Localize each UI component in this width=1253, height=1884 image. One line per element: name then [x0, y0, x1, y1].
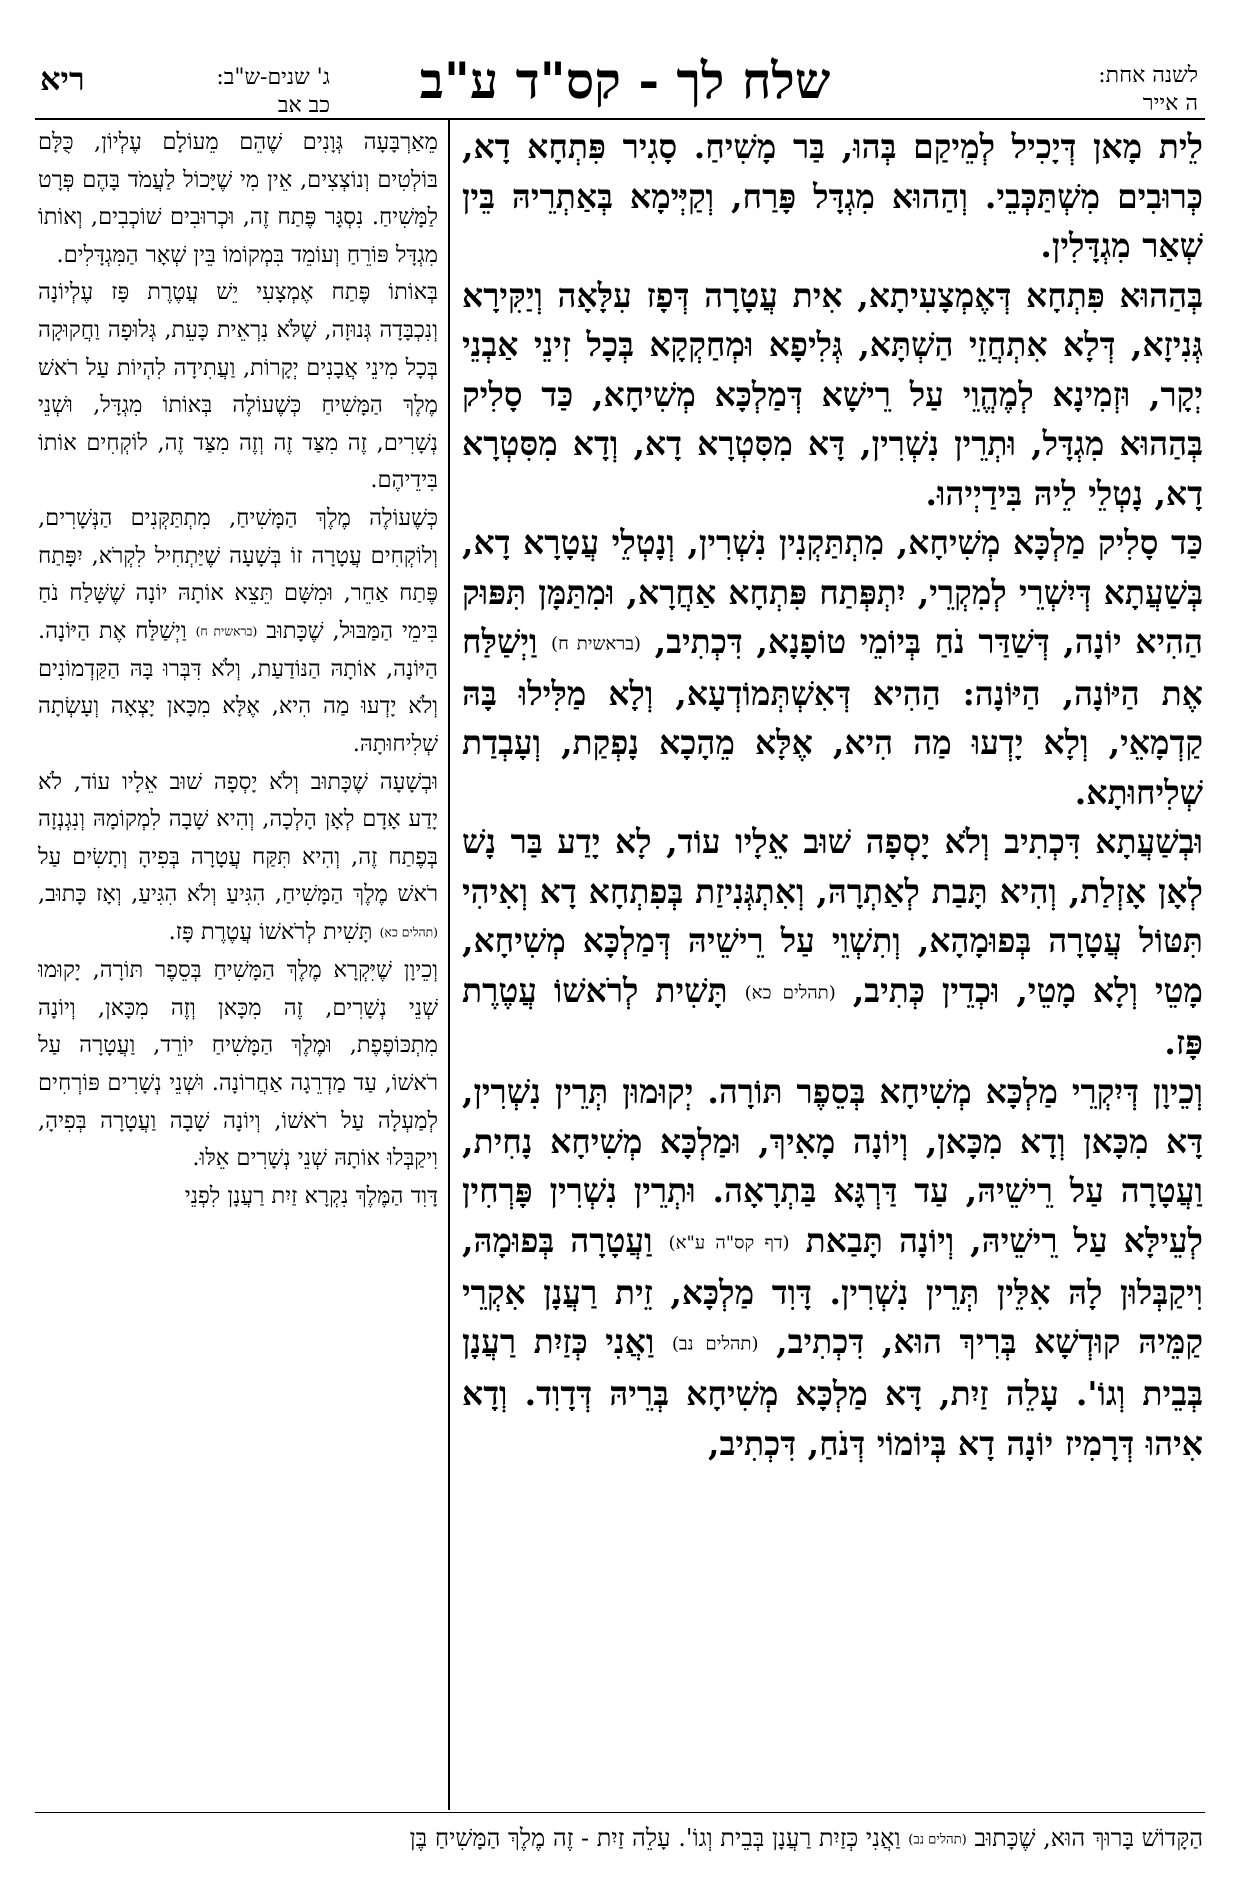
header-schedule-one-year	[958, 62, 1198, 118]
schedule-three-date: כב אב	[277, 93, 330, 118]
paragraph-text: וַאֲנִי כְּזַיִת רַעֲנָן בְּבֵית וְגוֹ'. עָלֵה זַיִת, דָּא מַלְכָּא מְשִׁיחָא בְּרֵיהּ דְּדָוִד. וְדָא אִיהוּ דְּרָמִיז יוֹנָה דָא בְּיוֹמוֹי דְּנֹחַ, דִּכְתִיב,	[462, 1322, 1203, 1463]
verse-reference: (תהלים כא)	[379, 925, 438, 940]
verse-reference: (תהלים נב)	[671, 1333, 759, 1355]
column-divider	[448, 118, 450, 1810]
paragraph-text: תָּשִׁית לְרֹאשׁוֹ עֲטֶרֶת פָּז.	[168, 919, 373, 945]
page-reference: (דף קס"ה ע"א)	[668, 1232, 790, 1254]
paragraph: בְּאוֹתוֹ פֶּתַח אֶמְצָעִי יֵשׁ עֲטֶרֶת פָּז עֶלְיוֹנָה וְנִכְבָּדָה גְּנוּזָה, שֶׁלֹּא נִרְאֵית כָּעֵת, גְּלוּפָה וַחֲקוּקָה בְּכָל מִינֵי אֲבָנִים יְקָרוֹת, וַעֲתִידָה לִהְיוֹת עַל רֹאשׁ מֶלֶךְ הַמָּשִׁיחַ כְּשֶׁעוֹלֶה בְּאוֹתוֹ מִגְדָּל, וּשְׁנֵי נְשָׁרִים, זֶה מִצַּד זֶה וְזֶה מִצַּד זֶה, לוֹקְחִים אוֹתוֹ בִּידֵיהֶם.	[38, 279, 438, 494]
verse-reference: (בראשית ח)	[195, 624, 258, 639]
schedule-three-years	[100, 64, 330, 120]
schedule-label: לשנה אחת:	[1098, 63, 1198, 88]
paragraph: מֵאַרְבָּעָה גְּוָנִים שֶׁהֵם מֵעוֹלָם עֶלְיוֹן, כֻּלָּם בּוֹלְטִים וְנוֹצְצִים, אֵין מִי שֶׁיָּכוֹל לַעֲמֹד בָּהֶם פְּרָט לַמָּשִׁיחַ. נִסְגָּר פֶּתַח זֶה, וּכְרוּבִים שׁוֹכְבִים, וְאוֹתוֹ מִגְדָּל פּוֹרֵחַ וְעוֹמֵד בִּמְקוֹמוֹ בֵּין שְׁאָר הַמִּגְדָּלִים.	[38, 129, 438, 268]
paragraph	[462, 1067, 1203, 1468]
footer-continuation	[38, 1818, 1203, 1862]
paragraph-text: תָּשִׁית לְרֹאשׁוֹ עֲטֶרֶת פָּז.	[462, 970, 1203, 1062]
paragraph: בְּהַהוּא פִּתְחָא דְּאֶמְצָעִיתָא, אִית עֲטָרָה דְּפָז עִלָּאָה וְיַקִּירָא גְּנִיזָא, דְּלָא אִתְחֲזֵי הַשְׁתָּא, גְּלִיפָא וּמְחַקְקָא בְּכָל זִינֵי אַבְנֵי יְקָר, וּזְמִינָא לְמֶהֱוֵי עַל רֵישָׁא דְּמַלְכָּא מְשִׁיחָא, כַּד סָלִיק בְּהַהוּא מִגְדָּל, וּתְרֵין נִשְׁרִין, דָּא מִסִּטְרָא דָא, וְדָא מִסִּטְרָא דָא, נָטְלֵי לֵיהּ בִּידַיְיהוּ.	[462, 275, 1203, 513]
header-divider	[35, 118, 1205, 120]
paragraph: וְכֵיוָן שֶׁיִּקְרָא מֶלֶךְ הַמָּשִׁיחַ בְּסֵפֶר תּוֹרָה, יָקוּמוּ שְׁנֵי נְשָׁרִים, זֶה מִכָּאן וְזֶה מִכָּאן, וְיוֹנָה מִתְכּוֹפֶפֶת, וּמֶלֶךְ הַמָּשִׁיחַ יוֹרֵד, וַעֲטָרָה עַל רֹאשׁוֹ, עַד מַדְרֵגָה אַחֲרוֹנָה. וּשְׁנֵי נְשָׁרִים פּוֹרְחִים לְמַעְלָה עַל רֹאשׁוֹ, וְיוֹנָה שָׁבָה וַעֲטָרָה בְּפִיהָ, וִיקַבְּלוּ אוֹתָהּ שְׁנֵי נְשָׁרִים אֵלּוּ.	[38, 957, 438, 1172]
paragraph-text: וְכֵיוָן דְּיִקְרֵי מַלְכָּא מְשִׁיחָא בְּסֵפֶר תּוֹרָה. יְקוּמוּן תְּרֵין נִשְׁרִין, דָּא מִכָּאן וְדָא מִכָּאן, וְיוֹנָה מָאִיךְ, וּמַלְכָּא מְשִׁיחָא נָחִית, וַעֲטָרָה עַל רֵישֵׁיהּ, עַד דַּרְגָּא בַּתְרָאָה. וּתְרֵין נִשְׁרִין פָּרְחִין לְעֵילָּא עַל רֵישֵׁיהּ, וְיוֹנָה תָּבַאת	[462, 1072, 1203, 1260]
footer-divider	[35, 1812, 1205, 1813]
schedule-date: ה אייר	[1142, 91, 1198, 116]
paragraph-text: וַיְשַׁלַּח אֶת הַיּוֹנָה. הַיּוֹנָה, אוֹתָהּ הַנּוֹדַעַת, וְלֹא דִּבְּרוּ בָּהּ הַקַּדְמוֹנִים וְלֹא יָדְעוּ מַה הִיא, אֶלָּא מִכָּאן יָצְאָה וְעָשְׂתָה שְׁלִיחוּתָהּ.	[38, 617, 438, 758]
verse-reference: (תהלים כא)	[744, 982, 836, 1004]
paragraph: לֵית מָאן דְּיָכִיל לְמֵיקַם בְּהוּ, בַּר מָשִׁיחַ. סָגִיר פִּתְחָא דָא, כְּרוּבִים מִשְׁתַּכְּבֵי. וְהַהוּא מִגְדָּל פָּרַח, וְקַיְּימָא בְּאַתְרֵיהּ בֵּין שְׁאַר מִגְדָּלִין.	[462, 127, 1203, 265]
page-title: שלח לך - קס"ד ע"ב	[419, 51, 831, 110]
paragraph	[38, 764, 438, 953]
verse-reference: (בראשית ח)	[551, 633, 642, 655]
hebrew-translation-column	[38, 124, 438, 1812]
schedule-three-label: ג' שנים-ש"ב:	[216, 65, 330, 90]
verse-reference: (תהלים נב)	[908, 1832, 967, 1848]
paragraph	[462, 817, 1203, 1067]
paragraph-text: וּבְשַׁעֲתָא דִּכְתִיב וְלֹא יָסְפָה שׁוּב אֵלָיו עוֹד, לָא יָדַע בַּר נָשׁ לְאָן אָזְלַת, וְהִיא תָּבַת לְאַתְרָהּ, וְאִתְגְּנִיזַת בְּפִתְחָא דָא וְאִיהִי תִּטּוֹל עֲטָרָה בְּפוּמָהָא, וְתִשְׁוֵי עַל רֵישֵׁיהּ דְּמַלְכָּא מְשִׁיחָא, מָטֵי וְלָא מָטֵי, וּכְדֵין כְּתִיב,	[462, 822, 1203, 1010]
paragraph	[38, 500, 438, 764]
paragraph	[462, 518, 1203, 817]
paragraph-text: כַּד סָלִיק מַלְכָּא מְשִׁיחָא, מִתְתַּקְנִין נִשְׁרִין, וְנָטְלֵי עֲטָרָא דָא, בְּשַׁעֲתָא דְּיִשְׁרֵי לְמִקְרֵי, יִתְפְּתַח פִּתְחָא אַחֲרָא, וּמִתַּמָּן תִּפּוּק הַהִיא יוֹנָה, דְּשַׁדַּר נֹחַ בְּיוֹמֵי טוֹפָנָא, דִּכְתִיב,	[462, 523, 1203, 661]
paragraph-text: וַעֲטָרָה בְּפוּמָהּ, וִיקַבְּלוּן לָהּ אִלֵּין תְּרֵין נִשְׁרִין. דָּוִד מַלְכָּא, זֵית רַעֲנָן אִקְרֵי קַמֵּיהּ קוּדְשָׁא בְּרִיךְ הוּא, דִּכְתִיב,	[462, 1220, 1203, 1362]
paragraph-text: כְּשֶׁעוֹלֶה מֶלֶךְ הַמָּשִׁיחַ, מִתְתַּקְּנִים הַנְּשָׁרִים, וְלוֹקְחִים עֲטָרָה זוֹ בְּשָׁעָה שֶׁיַּתְחִיל לִקְרֹא, יִפָּתַח פֶּתַח אַחֵר, וּמִשָּׁם תֵּצֵא אוֹתָהּ יוֹנָה שֶׁשָּׁלַח נֹחַ בִּימֵי הַמַּבּוּל, שֶׁכָּתוּב	[38, 504, 438, 644]
footer-text: הַקָּדוֹשׁ בָּרוּךְ הוּא, שֶׁכָּתוּב	[974, 1824, 1203, 1852]
paragraph: דָּוִד הַמֶּלֶךְ נִקְרָא זַיִת רַעֲנָן לִפְנֵי	[184, 1182, 438, 1209]
footer-text: וַאֲנִי כְּזַיִת רַעֲנָן בְּבֵית וְגוֹ'. עָלֵה זַיִת - זֶה מֶלֶךְ הַמָּשִׁיחַ בֶּן	[409, 1824, 901, 1852]
page-number: ריא	[40, 60, 85, 98]
paragraph-text: וַיְשַׁלַּח אֶת הַיּוֹנָה, הַיּוֹנָה: הַהִיא דְּאִשְׁתְּמוֹדְעָא, וְלָא מַלִּילוּ בָּהּ קַדְמָאֵי, וְלָא יָדְעוּ מַה הִיא, אֶלָּא מֵהָכָא נָפְקַת, וְעָבְדַת שְׁלִיחוּתָא.	[462, 622, 1203, 812]
paragraph-text: וּבְשָׁעָה שֶׁכָּתוּב וְלֹא יָסְפָה שׁוּב אֵלָיו עוֹד, לֹא יָדַע אָדָם לְאָן הָלְכָה, וְהִיא שָׁבָה לִמְקוֹמָהּ וְנִגְנְזָה בְּפֶתַח זֶה, וְהִיא תִּקַּח עֲטָרָה בְּפִיהָ וְתָשִׂים עַל רֹאשׁ מֶלֶךְ הַמָּשִׁיחַ, הִגִּיעַ וְלֹא הִגִּיעַ, וְאָז כָּתוּב,	[38, 768, 438, 908]
aramaic-text-column	[462, 122, 1203, 1812]
